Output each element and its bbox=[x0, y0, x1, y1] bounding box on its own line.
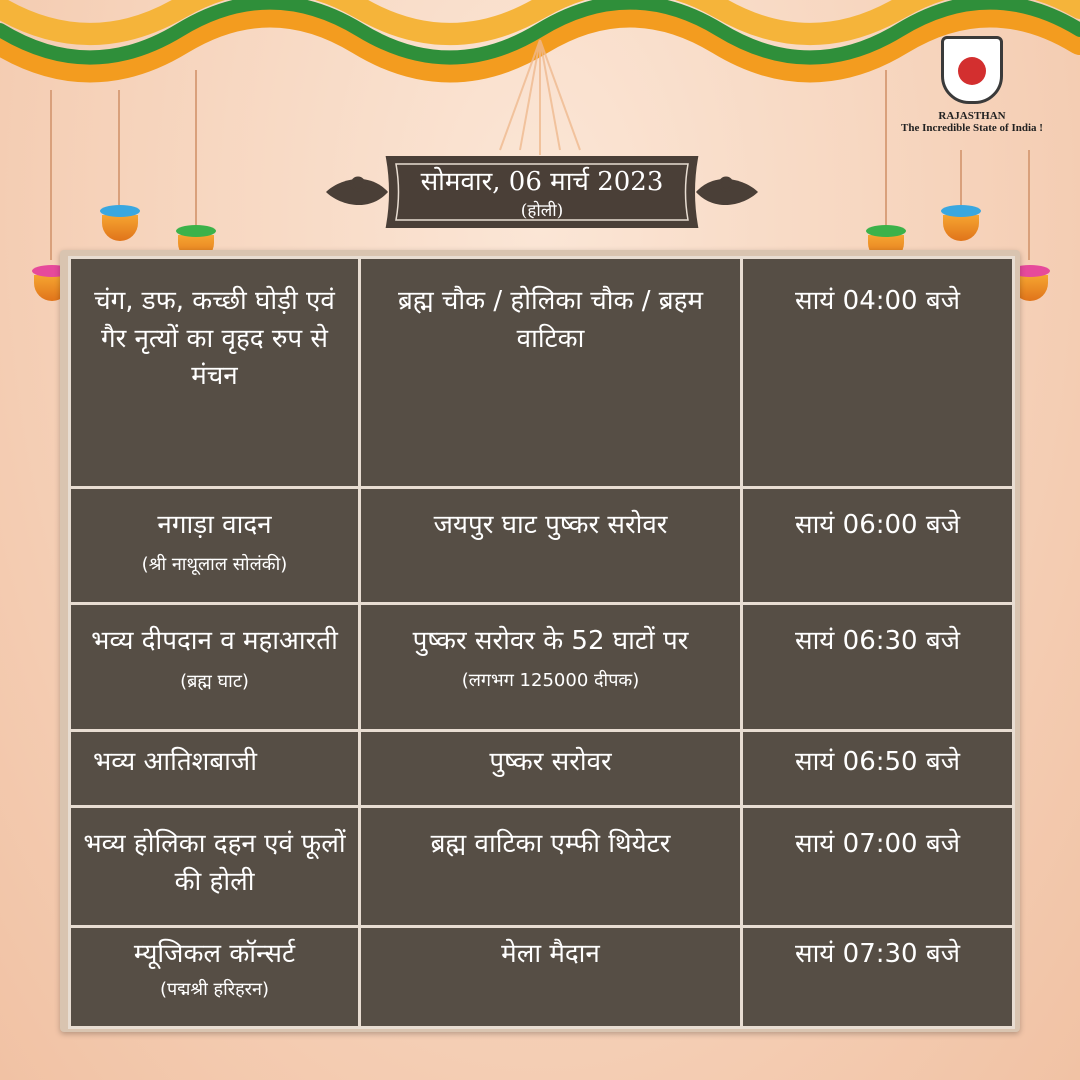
date-plaque bbox=[318, 150, 766, 234]
event-cell bbox=[70, 258, 360, 488]
venue-subtitle: (लगभग 125000 दीपक) bbox=[461, 669, 640, 691]
table-row bbox=[70, 927, 1014, 1028]
event-time: सायं 06:50 बजे bbox=[795, 747, 960, 777]
table-row bbox=[70, 488, 1014, 604]
event-time: सायं 04:00 बजे bbox=[795, 286, 960, 316]
logo-tagline: The Incredible State of India ! bbox=[901, 122, 1043, 134]
hanging-string bbox=[118, 90, 120, 205]
venue-title: ब्रह्म वाटिका एम्फी थियेटर bbox=[430, 829, 671, 859]
venue-title: ब्रह्म चौक / होलिका चौक / ब्रहम वाटिका bbox=[397, 286, 703, 354]
venue-title: मेला मैदान bbox=[501, 939, 600, 969]
venue-cell bbox=[360, 927, 742, 1028]
logo-name: RAJASTHAN bbox=[938, 110, 1006, 122]
venue-cell bbox=[360, 258, 742, 488]
event-subtitle: (ब्रह्म घाट) bbox=[180, 670, 249, 692]
table-row bbox=[70, 807, 1014, 927]
event-date: सोमवार, 06 मार्च 2023 bbox=[420, 167, 664, 197]
schedule-table bbox=[68, 256, 1015, 1029]
venue-title: पुष्कर सरोवर के 52 घाटों पर bbox=[412, 626, 689, 656]
rajasthan-tourism-logo bbox=[892, 36, 1052, 134]
table-row bbox=[70, 731, 1014, 807]
event-cell bbox=[70, 731, 360, 807]
venue-cell bbox=[360, 488, 742, 604]
event-title: नगाड़ा वादन bbox=[157, 510, 272, 540]
event-title: म्यूजिकल कॉन्सर्ट bbox=[133, 939, 296, 969]
hanging-string bbox=[960, 150, 962, 205]
event-cell bbox=[70, 807, 360, 927]
time-cell bbox=[742, 731, 1014, 807]
table-row bbox=[70, 604, 1014, 731]
time-cell bbox=[742, 807, 1014, 927]
event-time: सायं 06:30 बजे bbox=[795, 626, 960, 656]
event-subtitle: (पद्मश्री हरिहरन) bbox=[159, 978, 270, 1000]
venue-title: जयपुर घाट पुष्कर सरोवर bbox=[433, 510, 668, 540]
time-cell bbox=[742, 258, 1014, 488]
event-time: सायं 07:00 बजे bbox=[795, 829, 960, 859]
rajasthan-emblem-icon bbox=[941, 36, 1003, 104]
time-cell bbox=[742, 604, 1014, 731]
venue-cell bbox=[360, 807, 742, 927]
event-title: भव्य होलिका दहन एवं फूलों की होली bbox=[83, 829, 346, 897]
event-subtitle: (श्री नाथूलाल सोलंकी) bbox=[141, 553, 288, 575]
colour-pot-icon bbox=[102, 215, 138, 241]
schedule-frame bbox=[60, 250, 1020, 1032]
event-cell bbox=[70, 604, 360, 731]
hanging-string bbox=[1028, 150, 1030, 260]
venue-cell bbox=[360, 604, 742, 731]
hanging-string bbox=[885, 70, 887, 225]
hanging-string bbox=[50, 90, 52, 260]
event-title: भव्य दीपदान व महाआरती bbox=[91, 626, 338, 656]
colour-pot-icon bbox=[943, 215, 979, 241]
event-occasion: (होली) bbox=[520, 201, 564, 221]
event-time: सायं 06:00 बजे bbox=[795, 510, 960, 540]
time-cell bbox=[742, 488, 1014, 604]
table-row bbox=[70, 258, 1014, 488]
time-cell bbox=[742, 927, 1014, 1028]
event-title: चंग, डफ, कच्छी घोड़ी एवं गैर नृत्यों का वृहद रुप से मंचन bbox=[94, 286, 335, 392]
venue-cell bbox=[360, 731, 742, 807]
event-cell bbox=[70, 488, 360, 604]
event-cell bbox=[70, 927, 360, 1028]
event-time: सायं 07:30 बजे bbox=[795, 939, 960, 969]
venue-title: पुष्कर सरोवर bbox=[489, 747, 612, 777]
hanging-string bbox=[195, 70, 197, 225]
event-title: भव्य आतिशबाजी bbox=[93, 747, 257, 777]
